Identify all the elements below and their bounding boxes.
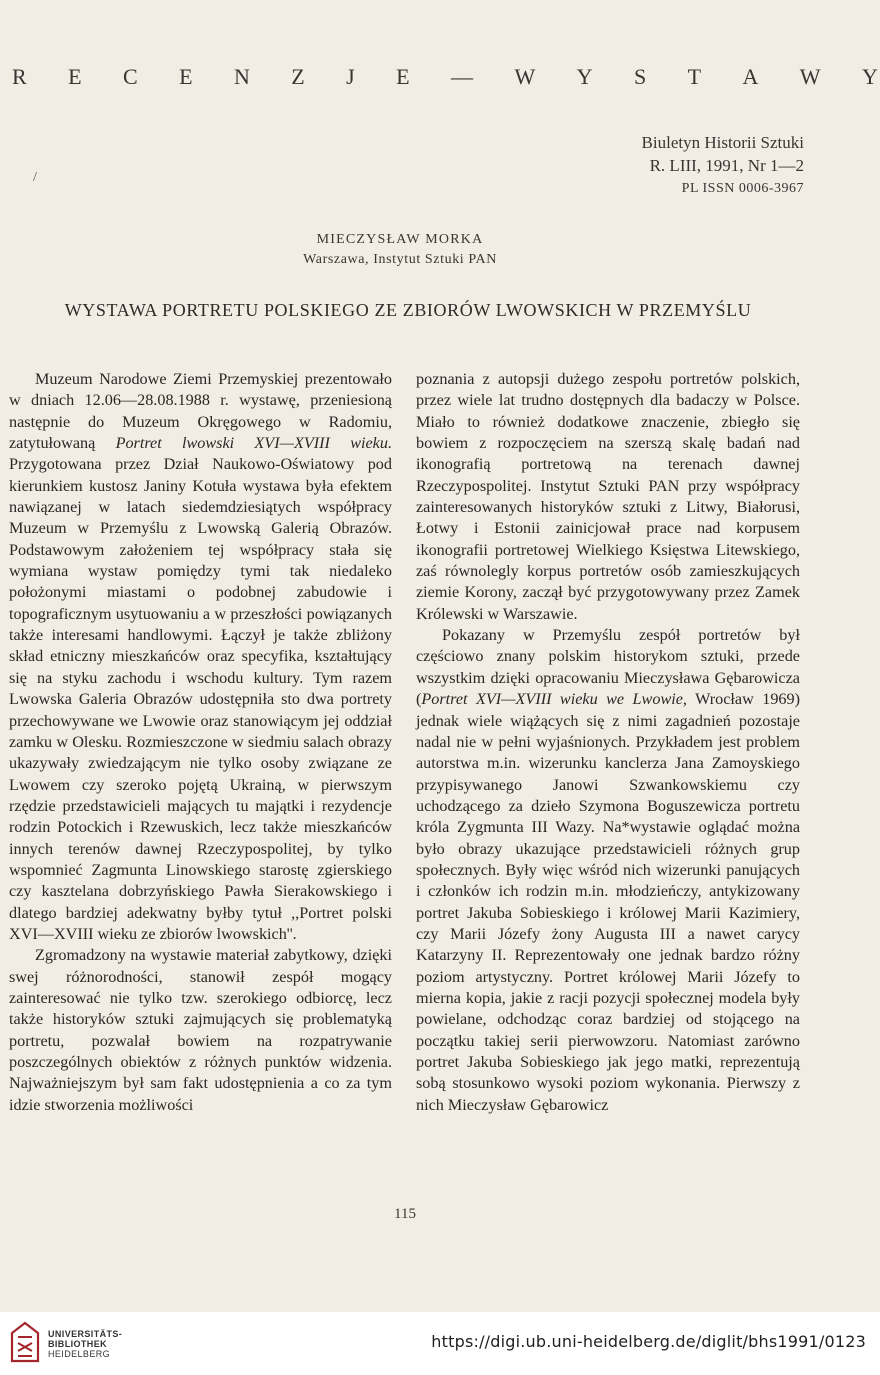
- paragraph: poznania z autopsji dużego zespołu portretów polskich, przez wiele lat trudno dostępnych dla badaczy w Polsce. Miało to również dodatkowe znaczenie, zbiegło się bowiem z rozpoczęciem na szerszą skalę badań nad ikonografią portretową na terenach dawnej Rzeczypospolitej. Instytut Sztuki PAN przy współpracy zainteresowanych historyków sztuki z Litwy, Białorusi, Łotwy i Estonii zainicjował prace nad korpusem ikonografii portretowej Wielkiego Księstwa Litewskiego, zaś równolegly korpus portretów osób zamieszkujących ziemie Korony, zaczął być przygotowywany przez Zamek Królewski w Warszawie.: [416, 370, 800, 623]
- running-head-letter: E: [396, 64, 410, 89]
- journal-info: [642, 131, 804, 200]
- author-name: MIECZYSŁAW MORKA: [316, 232, 484, 247]
- running-head-letter: —: [451, 64, 474, 89]
- university-library-logo-icon: [10, 1321, 40, 1363]
- paragraph: Muzeum Narodowe Ziemi Przemyskiej prezentowało w dniach 12.06—28.08.1988 r. wystawę, przeniesioną następnie do Muzeum Okręgowego w Radomiu, zatytułowaną Portret lwowski XVI—XVIII wieku. Przygotowana przez Dział Naukowo-Oświatowy pod kierunkiem kustosz Janiny Kotuła wystawa była efektem nawiązanej w latach siedemdziesiątych współpracy Muzeum w Przemyślu z Lwowską Galerią Obrazów. Podstawowym założeniem tej współpracy stała się wymiana wystaw pomiędzy tymi tak niedaleko położonymi miastami o podobnej zabudowie i topograficznym usytuowaniu a w przeszłości powiązanych także interesami handlowymi. Łączył je także zbliżony skład etniczny mieszkańców oraz specyfika, kształtujący się na styku zachodu i wschodu kultury. Tym razem Lwowska Galeria Obrazów udostępniła sto dwa portrety przechowywane we Lwowie oraz stanowiącym jej oddział zamku w Olesku. Rozmieszczone w siedmiu salach obrazy ukazywały zwiedzającym nie tylko osoby związane ze Lwowem czy szeroko pojętą Ukrainą, w pierwszym rzędzie przedstawicieli mających tu majątki i rezydencje rodzin Potockich i Rzewuskich, lecz także mieszkańców innych terenów dawnej Rzeczypospolitej, by tylko wspomnieć Zagmunta Linowskiego starostę zgierskiego czy kasztelana dobrzyńskiego Pawła Sierakowskiego i dlatego bardziej adekwatny byłby tytuł ,,Portret polski XVI—XVIII wieku ze zbiorów lwowskich''.: [9, 370, 392, 943]
- page-number: 115: [394, 1206, 416, 1222]
- running-head: [12, 64, 878, 90]
- library-name: UNIVERSITÄTS- BIBLIOTHEK HEIDELBERG: [48, 1329, 123, 1359]
- running-head-letter: J: [346, 64, 355, 89]
- running-head-letter: Y: [576, 64, 593, 89]
- running-head-letter: R: [12, 64, 27, 89]
- viewer-footer: [0, 1312, 880, 1375]
- running-head-letter: Y: [861, 64, 878, 89]
- journal-name: Biuletyn Historii Sztuki: [641, 133, 804, 152]
- left-column: [9, 369, 392, 1116]
- journal-issue: R. LIII, 1991, Nr 1—2: [649, 156, 804, 175]
- running-head-letter: A: [742, 64, 759, 89]
- paragraph: Pokazany w Przemyślu zespół portretów był częściowo znany polskim historykom sztuki, przede wszystkim dzięki opracowaniu Mieczysława Gębarowicza (Portret XVI—XVIII wieku we Lwowie, Wrocław 1969) jednak wiele wiążących się z nimi zagadnień pozostaje nadal nie w pełni wyjaśnionych. Przykładem jest problem autorstwa m.in. wizerunku kanclerza Jana Zamoyskiego przypisywanego Janowi Szwankowskiemu czy uchodzącego za dzieło Szymona Boguszewicza portretu króla Zygmunta III Wazy. Na*wystawie oglądać można było obrazy ukazujące przedstawicieli różnych grup społecznych. Były więc wśród nich wizerunki panujących i członków ich rodzin m.in. młodzieńczy, antykizowany portret Jakuba Sobieskiego i królowej Marii Kazimiery, czy Marii Józefy żony Augusta III a nawet carycy Katarzyny II. Reprezentowały one jednak bardzo różny poziom artystyczny. Portret królowej Marii Józefy to mierna kopia, jakie z racji pozycji społecznej modela były powielane, odchodząc coraz bardziej od stojącego na początku takiej serii pierwowzoru. Natomiast zarówno portret Jakuba Sobieskiego jak jego matki, reprezentują sobą stosunkowo wysoki poziom wykonania. Pierwszy z nich Mieczysław Gębarowicz: [416, 626, 800, 1114]
- permalink-url[interactable]: https://digi.ub.uni-heidelberg.de/diglit/bhs1991/0123: [431, 1332, 866, 1351]
- running-head-letter: S: [633, 64, 647, 89]
- running-head-letter: T: [687, 64, 702, 89]
- running-head-letter: W: [799, 64, 821, 89]
- running-head-letter: E: [68, 64, 82, 89]
- journal-issn: PL ISSN 0006-3967: [681, 181, 804, 196]
- article-title: WYSTAWA PORTRETU POLSKIEGO ZE ZBIORÓW LWOWSKICH W PRZEMYŚLU: [64, 300, 752, 320]
- paragraph: Zgromadzony na wystawie materiał zabytkowy, dzięki swej różnorodności, stanowił zespół mogący zainteresować nie tylko tzw. szerokiego odbiorcę, lecz także historyków sztuki zajmujących się problematyką portretu, pozwalał bowiem na rozpatrywanie poszczególnych obiektów z różnych punktów widzenia. Najważniejszym był sam fakt udostępnienia a co za tym idzie stworzenia możliwości: [9, 946, 392, 1114]
- running-head-letter: W: [514, 64, 536, 89]
- running-head-letter: C: [122, 64, 138, 89]
- running-head-letter: E: [179, 64, 193, 89]
- running-head-letter: Z: [291, 64, 305, 89]
- right-column: [416, 369, 800, 1116]
- author-affiliation: Warszawa, Instytut Sztuki PAN: [303, 252, 497, 267]
- running-head-letter: N: [233, 64, 250, 89]
- margin-mark: /: [33, 170, 37, 185]
